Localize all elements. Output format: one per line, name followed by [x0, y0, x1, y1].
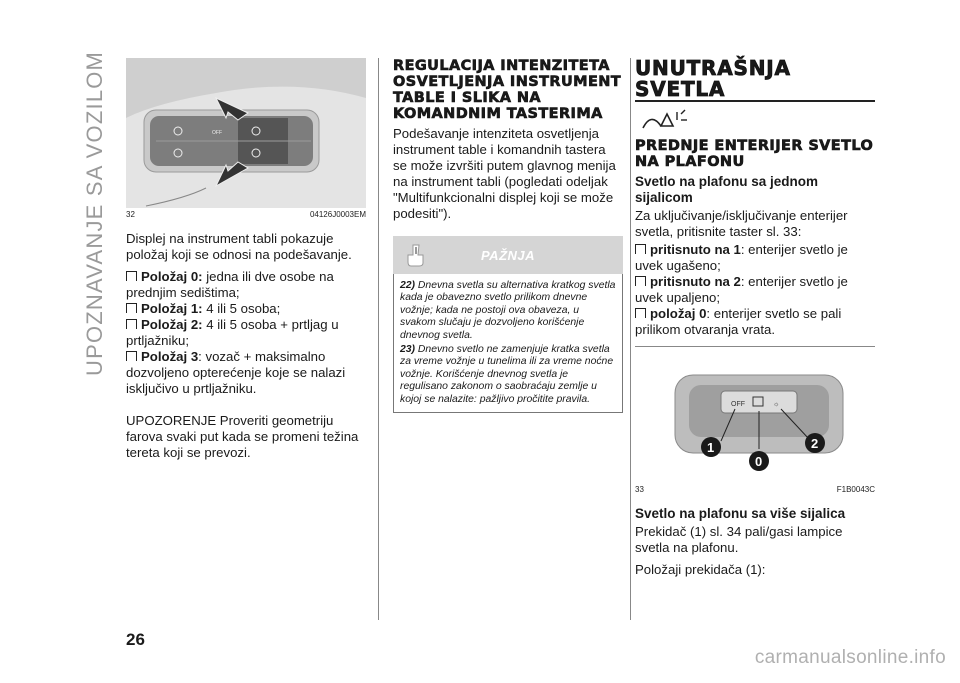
list-item: pritisnuto na 1: enterijer svetlo je uvek ugašeno; — [635, 242, 848, 273]
callout-2: 2 — [811, 436, 819, 451]
off-label: OFF — [731, 401, 745, 408]
list-item: Položaj 2: 4 ili 5 osoba + prtljag u prtljažniku; — [126, 317, 339, 348]
list-item: položaj 0: enterijer svetlo se pali prilikom otvaranja vrata. — [635, 306, 842, 337]
figure-number: 33 — [635, 485, 644, 494]
bullet-icon — [126, 319, 137, 329]
section-body: Podešavanje intenziteta osvetljenja instrument table i komandnih tastera se može izvršiti putem glavnog menija na instrument tabli (pogledati odeljak "Multifunkcionalni displej koji se može podesiti"). — [393, 126, 616, 221]
column-3 — [635, 58, 875, 584]
warning-header — [393, 236, 623, 274]
warning-note: UPOZORENJE Proveriti geometriju farova svaki put kada se promeni težina tereta koji se prevozi. — [126, 413, 359, 460]
column-divider — [630, 58, 631, 620]
figure-32-headlight-switch — [126, 58, 366, 208]
divider — [635, 346, 875, 347]
column-2 — [393, 58, 623, 413]
column-1 — [126, 58, 366, 467]
svg-text:☼: ☼ — [773, 401, 780, 408]
subsection-title: Svetlo na plafonu sa više sijalica — [635, 506, 846, 521]
subsection-note: Položaji prekidača (1): — [635, 562, 766, 577]
subsection-body: Za uključivanje/isključivanje enterijer svetla, pritisnite taster sl. 33: — [635, 208, 848, 239]
list-item: pritisnuto na 2: enterijer svetlo je uvek upaljeno; — [635, 274, 848, 305]
list-item: Položaj 0: jedna ili dve osobe na prednjim sedištima; — [126, 269, 334, 300]
list-item: Položaj 3: vozač + maksimalno dozvoljeno opterećenje koje se nalazi isključivo u prtljažniku. — [126, 349, 346, 396]
warning-title: PAŽNJA — [480, 248, 536, 263]
section-heading: REGULACIJA INTENZITETA OSVETLJENJA INSTRUMENT TABLE I SLIKA NA KOMANDNIM TASTERIMA — [393, 58, 622, 122]
off-label: OFF — [212, 130, 222, 136]
ceiling-light-illustration — [635, 363, 875, 483]
figure-caption — [126, 210, 366, 219]
warning-body — [393, 274, 623, 413]
bullet-icon — [635, 308, 646, 318]
figure-code: F1B0043C — [836, 485, 875, 494]
bullet-icon — [126, 303, 137, 313]
figure-code: 04126J0003EM — [309, 210, 366, 219]
warning-note-22: 22) Dnevna svetla su alternativa kratkog svetla kada je obavezno svetlo prilikom dnevne vožnje; kada ne postoji ova obaveza, u svakom slučaju je dozvoljeno korišćenje dnevnog svetla. — [400, 280, 616, 341]
bullet-icon — [126, 351, 137, 361]
watermark: carmanualsonline.info — [754, 647, 946, 668]
callout-0: 0 — [755, 454, 763, 469]
subsection-title: Svetlo na plafonu sa jednom sijalicom — [635, 174, 819, 205]
bullet-icon — [635, 276, 646, 286]
chapter-title: UNUTRAŠNJA SVETLA — [635, 56, 791, 101]
page-number: 26 — [126, 630, 145, 649]
sidebar-section-title: UPOZNAVANJE SA VOZILOM — [82, 50, 107, 376]
section-subtitle: PREDNJE ENTERIJER SVETLO NA PLAFONU — [635, 138, 874, 170]
bullet-icon — [635, 244, 646, 254]
figure-number: 32 — [126, 210, 135, 219]
intro-text: Displej na instrument tabli pokazuje položaj koji se odnosi na podešavanje. — [126, 231, 352, 262]
subsection-body: Prekidač (1) sl. 34 pali/gasi lampice svetla na plafonu. — [635, 524, 843, 555]
column-divider — [378, 58, 379, 620]
chapter-title-block — [635, 58, 875, 102]
figure-caption — [635, 485, 875, 494]
callout-1: 1 — [707, 440, 715, 455]
bullet-icon — [126, 271, 137, 281]
list-item: Položaj 1: 4 ili 5 osoba; — [126, 301, 366, 317]
warning-note-23: 23) Dnevno svetlo ne zamenjuje kratka svetla za vreme vožnje u tunelima ili za vreme noćne vožnje. Korišćenje dnevnog svetla je regulisano zakonom o saobraćaju zemlje u kojoj se nalazite: pažljivo pročitite pravila. — [400, 344, 614, 405]
figure-33-ceiling-light — [635, 363, 875, 483]
headlight-switch-illustration — [126, 58, 366, 208]
interior-light-icon — [639, 108, 689, 132]
